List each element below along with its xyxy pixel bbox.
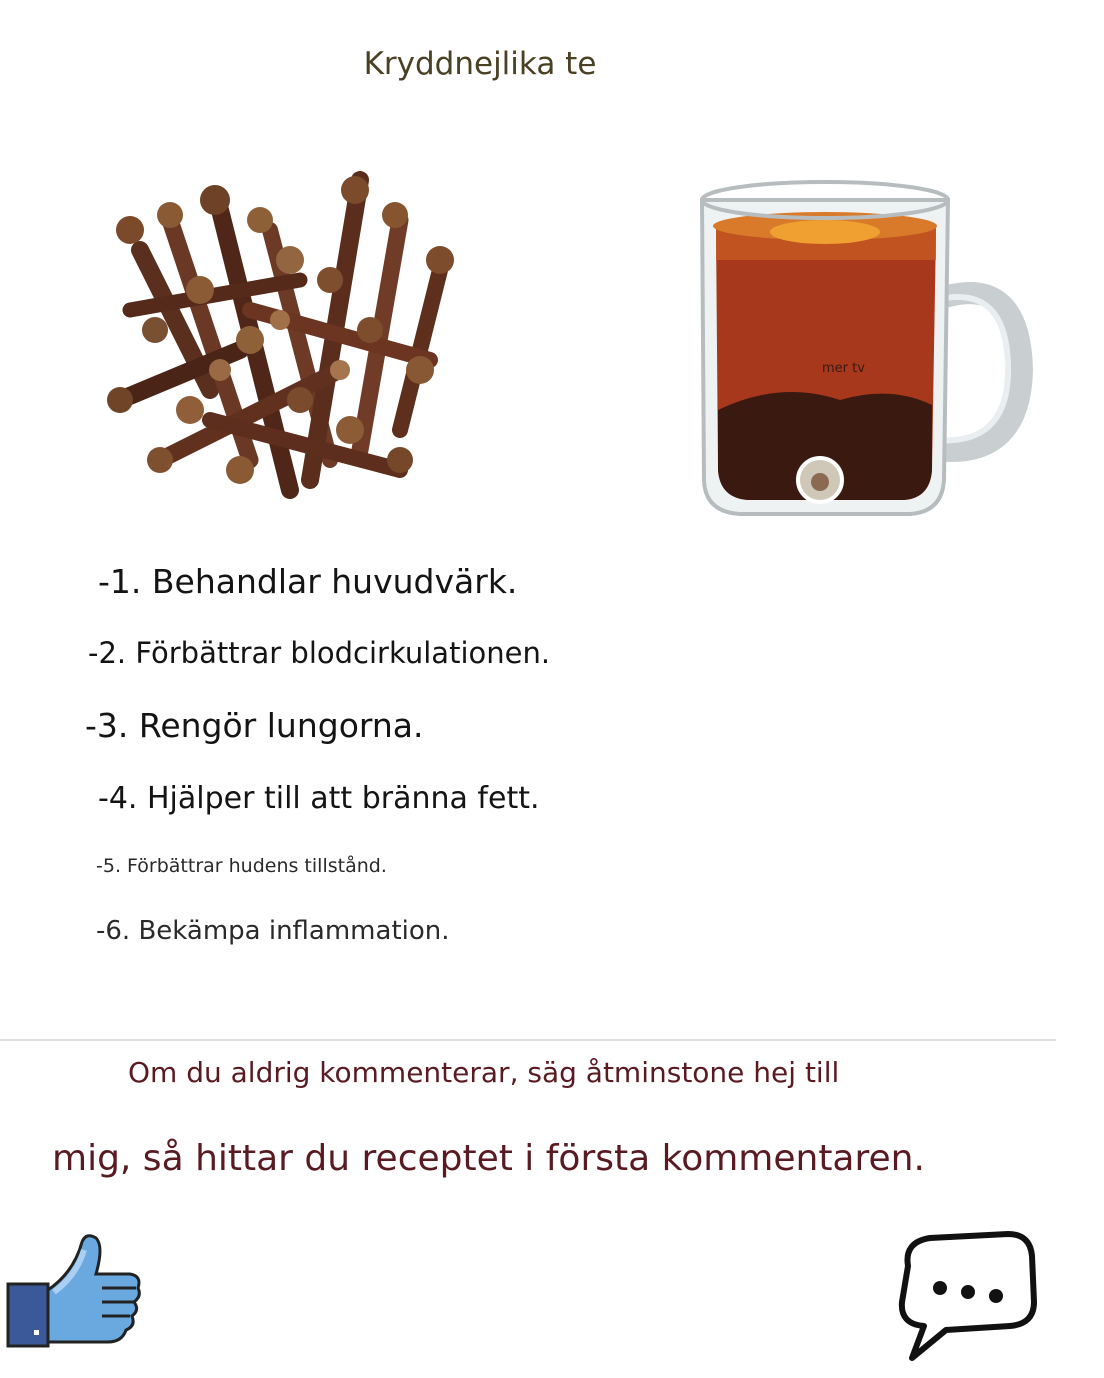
cta-line-1: Om du aldrig kommenterar, säg åtminstone hej till bbox=[128, 1056, 840, 1089]
mug-label: mer tv bbox=[822, 361, 865, 376]
benefit-5: -5. Förbättrar hudens tillstånd. bbox=[96, 855, 387, 877]
page-title: Kryddnejlika te bbox=[363, 46, 597, 82]
benefit-2: -2. Förbättrar blodcirkulationen. bbox=[88, 636, 551, 670]
speech-bubble-icon[interactable] bbox=[890, 1226, 1040, 1366]
benefit-3: -3. Rengör lungorna. bbox=[85, 706, 424, 745]
benefit-1: -1. Behandlar huvudvärk. bbox=[98, 562, 518, 601]
benefit-6: -6. Bekämpa inflammation. bbox=[96, 916, 450, 946]
cta-line-2: mig, så hittar du receptet i första kommentaren. bbox=[52, 1138, 925, 1179]
cloves-photo bbox=[100, 160, 480, 510]
thumbs-up-icon[interactable] bbox=[4, 1232, 144, 1352]
benefit-4: -4. Hjälper till att bränna fett. bbox=[98, 781, 540, 816]
divider bbox=[0, 1039, 1056, 1041]
tea-mug-photo bbox=[690, 150, 1040, 530]
